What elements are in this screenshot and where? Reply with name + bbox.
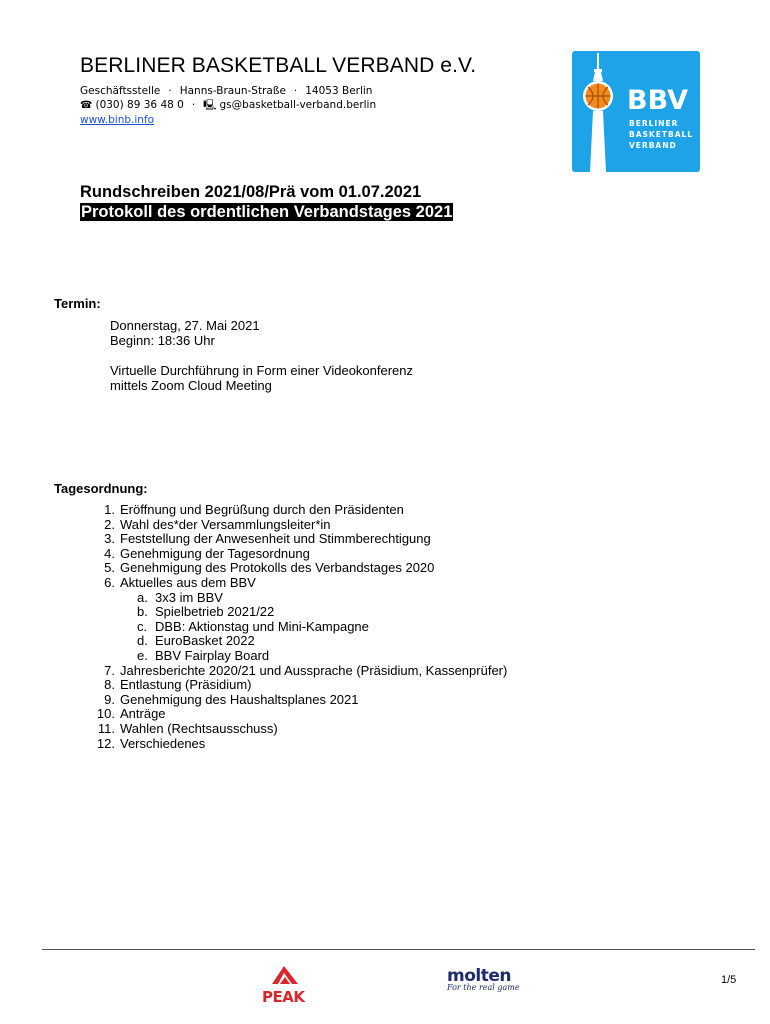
meeting-mode-line1: Virtuelle Durchführung in Form einer Videokonferenz bbox=[110, 363, 414, 378]
list-item: 3. Feststellung der Anwesenheit und Stimmberechtigung bbox=[104, 531, 431, 547]
agenda-label: Tagesordnung: bbox=[54, 481, 148, 496]
list-item: 11. Wahlen (Rechtsausschuss) bbox=[97, 720, 278, 736]
separator: · bbox=[293, 85, 298, 97]
list-item: 7. Jahresberichte 2020/21 und Aussprache (Präsidium, Kassenprüfer) bbox=[104, 662, 508, 678]
street: Hanns-Braun-Straße bbox=[179, 85, 286, 97]
page-number: 1/5 bbox=[721, 974, 737, 986]
logo-line2: BASKETBALL bbox=[629, 130, 694, 139]
list-item: 9. Genehmigung des Haushaltsplanes 2021 bbox=[104, 691, 359, 707]
footer-divider bbox=[42, 949, 755, 950]
meeting-date: Donnerstag, 27. Mai 2021 bbox=[110, 318, 260, 333]
separator: · bbox=[168, 85, 172, 97]
list-item: 2. Wahl des*der Versammlungsleiter*in bbox=[104, 516, 331, 532]
sub-list-item: d. EuroBasket 2022 bbox=[137, 633, 255, 649]
address-line bbox=[80, 84, 376, 98]
email-address: gs@basketball-verband.berlin bbox=[219, 99, 377, 111]
organization-name: BERLINER BASKETBALL VERBAND e.V. bbox=[80, 54, 477, 77]
peak-mountain-icon bbox=[258, 962, 312, 1004]
sub-list-item: c. DBB: Aktionstag und Mini-Kampagne bbox=[137, 618, 369, 634]
list-item: 6. Aktuelles aus dem BBV bbox=[104, 574, 256, 590]
list-item: 4. Genehmigung der Tagesordnung bbox=[104, 545, 310, 561]
termin-details bbox=[110, 318, 413, 393]
logo-line1: BERLINER bbox=[629, 119, 679, 128]
peak-logo bbox=[258, 962, 312, 1004]
molten-wordmark: molten bbox=[447, 966, 511, 986]
phone-icon: ☎ bbox=[80, 100, 93, 111]
phone-email-line bbox=[80, 98, 376, 113]
document-title: Protokoll des ordentlichen Verbandstages 2021 bbox=[81, 203, 453, 221]
molten-logo bbox=[447, 966, 520, 992]
list-item: 1. Eröffnung und Begrüßung durch den Präsidenten bbox=[104, 502, 404, 517]
peak-wordmark: PEAK bbox=[262, 988, 305, 1004]
contact-block bbox=[80, 84, 376, 127]
circular-title: Rundschreiben 2021/08/Prä vom 01.07.2021 bbox=[80, 183, 422, 201]
bbv-logo bbox=[572, 51, 700, 172]
sub-list-item: b. Spielbetrieb 2021/22 bbox=[137, 604, 275, 620]
termin-label: Termin: bbox=[54, 296, 101, 311]
tv-tower-icon bbox=[572, 51, 700, 172]
subject-block bbox=[80, 182, 453, 222]
phone-number: (030) 89 36 48 0 bbox=[95, 99, 184, 111]
list-item: 12. Verschiedenes bbox=[96, 735, 206, 751]
list-item: 8. Entlastung (Präsidium) bbox=[104, 677, 252, 693]
separator: · bbox=[191, 99, 196, 111]
meeting-mode-line2: mittels Zoom Cloud Meeting bbox=[110, 378, 272, 393]
website-link[interactable]: www.binb.info bbox=[80, 114, 155, 126]
office-label: Geschäftsstelle bbox=[80, 85, 161, 97]
list-item: 10. Anträge bbox=[96, 706, 166, 722]
list-item: 5. Genehmigung des Protokolls des Verbandstages 2020 bbox=[104, 560, 435, 576]
sub-list-item: a. 3x3 im BBV bbox=[137, 589, 223, 605]
computer-icon: 🖳 bbox=[203, 100, 217, 111]
logo-line3: VERBAND bbox=[629, 141, 677, 150]
meeting-start: Beginn: 18:36 Uhr bbox=[110, 333, 215, 348]
sub-list-item: e. BBV Fairplay Board bbox=[137, 647, 270, 663]
molten-tagline: For the real game bbox=[447, 983, 520, 992]
city: 14053 Berlin bbox=[305, 85, 373, 97]
agenda-list bbox=[80, 503, 507, 751]
logo-abbr: BBV bbox=[627, 85, 688, 116]
